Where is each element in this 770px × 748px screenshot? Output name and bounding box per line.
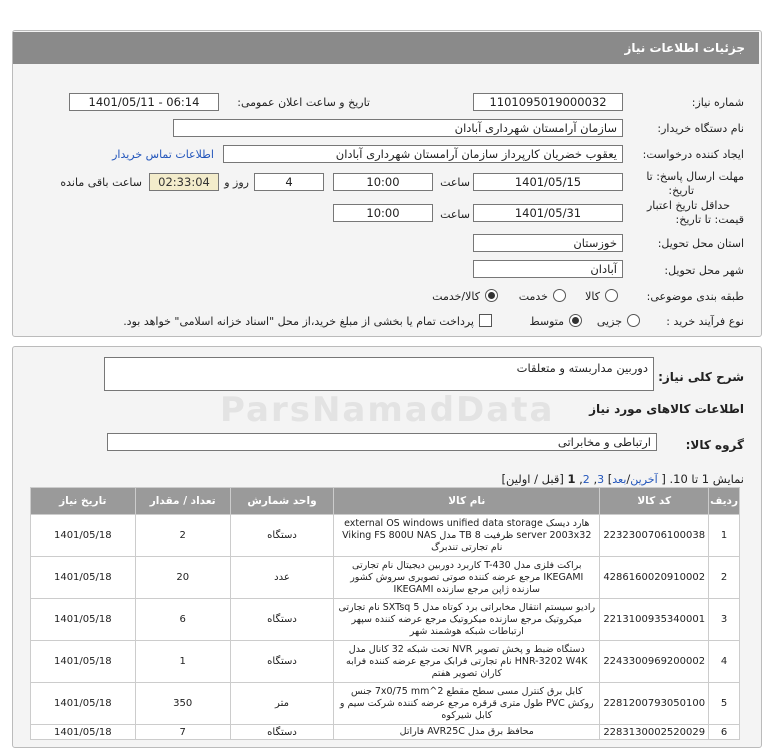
- unit-cell: متر: [230, 683, 333, 725]
- city-field: آبادان: [473, 260, 623, 278]
- need-date-cell: 1401/05/18: [31, 725, 136, 740]
- province-label: استان محل تحویل:: [657, 237, 744, 250]
- days-field: 4: [254, 173, 324, 191]
- goods-code-cell: 2243300969200002: [600, 641, 709, 683]
- unit-cell: دستگاه: [230, 725, 333, 740]
- need-date-cell: 1401/05/18: [31, 515, 136, 557]
- goods-group-label: گروه کالا:: [685, 438, 744, 452]
- table-row: [31, 599, 740, 641]
- validity-label: حداقل تاریخ اعتبار: [646, 199, 730, 212]
- unit-cell: عدد: [230, 557, 333, 599]
- buyer-label: نام دستگاه خریدار:: [657, 122, 744, 135]
- need-date-cell: 1401/05/18: [31, 641, 136, 683]
- table-row: [31, 725, 740, 740]
- validity-label-2: قیمت: تا تاریخ:: [675, 213, 744, 226]
- goods-name-cell: کابل برق کنترل مسی سطح مقطع 2^7x0/75 mm جنس روکش PVC طول متری قرقره مرجع عرضه کننده شرکت سیم و کابل شیرکوه: [334, 683, 600, 725]
- pagination-page-2[interactable]: 2: [582, 473, 590, 486]
- category-service-radio[interactable]: [553, 289, 566, 302]
- col-unit: واحد شمارش: [230, 488, 333, 515]
- goods-name-cell: هارد دیسک external OS windows unified data storage server 2003x32 ظرفیت 8 TB مدل Viking FS 800U NAS نام تجارتی تندبرگ: [334, 515, 600, 557]
- buyer-field: سازمان آرامستان شهرداری آبادان: [173, 119, 623, 137]
- col-need-date: تاریخ نیاز: [31, 488, 136, 515]
- summary-label: شرح کلی نیاز:: [658, 370, 744, 384]
- need-number-label: شماره نیاز:: [691, 96, 744, 109]
- goods-group-field: ارتباطی و مخابراتی: [107, 433, 657, 451]
- deadline-date-field: 1401/05/15: [473, 173, 623, 191]
- row-number-cell: 1: [709, 515, 740, 557]
- table-row: [31, 683, 740, 725]
- goods-name-cell: رادیو سیستم انتقال مخابراتی برد کوتاه مدل SXTsq 5 نام تجارتی میکروتیک مرجع سازنده میکروتیک مرجع عرضه کننده سپهر ارتباطات شبکه هوشمند شهر: [334, 599, 600, 641]
- process-partial-label: جزیی: [596, 315, 622, 328]
- announce-label: تاریخ و ساعت اعلان عمومی:: [237, 96, 370, 109]
- col-quantity: تعداد / مقدار: [135, 488, 230, 515]
- goods-name-cell: براکت فلزی مدل T-430 کاربرد دوربین دیجیتال نام تجارتی IKEGAMI مرجع عرضه کننده صوتی تصویری سروش کشور سازنده ژاپن مرجع سازنده IKEGAMI: [334, 557, 600, 599]
- goods-code-cell: 2232300706100038: [600, 515, 709, 557]
- need-date-cell: 1401/05/18: [31, 599, 136, 641]
- category-service-label: خدمت: [518, 290, 548, 303]
- table-row: [31, 557, 740, 599]
- unit-cell: دستگاه: [230, 641, 333, 683]
- pagination-last-link[interactable]: آخرین: [630, 473, 658, 486]
- category-label: طبقه بندی موضوعی:: [646, 290, 744, 303]
- goods-code-cell: 2213100935340001: [600, 599, 709, 641]
- deadline-label-2: تاریخ:: [668, 184, 694, 197]
- goods-table: [30, 487, 740, 740]
- city-label: شهر محل تحویل:: [664, 264, 744, 277]
- summary-field: دوربین مداربسته و متعلقات: [104, 357, 654, 391]
- category-goods-radio[interactable]: [605, 289, 618, 302]
- deadline-time-label: ساعت: [440, 176, 470, 189]
- pagination-page-3[interactable]: 3: [597, 473, 605, 486]
- creator-field: یعقوب خضریان کارپرداز سازمان آرامستان شهرداری آبادان: [223, 145, 623, 163]
- unit-cell: دستگاه: [230, 599, 333, 641]
- goods-code-cell: 4286160020910002: [600, 557, 709, 599]
- goods-code-cell: 2281200793050100: [600, 683, 709, 725]
- process-partial-radio[interactable]: [627, 314, 640, 327]
- goods-code-cell: 2283130002520029: [600, 725, 709, 740]
- process-label: نوع فرآیند خرید :: [666, 315, 744, 328]
- process-medium-label: متوسط: [529, 315, 564, 328]
- quantity-cell: 1: [135, 641, 230, 683]
- quantity-cell: 20: [135, 557, 230, 599]
- goods-name-cell: محافظ برق مدل AVR25C فاراتل: [334, 725, 600, 740]
- row-number-cell: 4: [709, 641, 740, 683]
- need-date-cell: 1401/05/18: [31, 683, 136, 725]
- validity-time-label: ساعت: [440, 208, 470, 221]
- announce-field: 1401/05/11 - 06:14: [69, 93, 219, 111]
- page-title: جزئیات اطلاعات نیاز: [13, 32, 759, 64]
- remaining-label: ساعت باقی مانده: [60, 176, 142, 189]
- row-number-cell: 2: [709, 557, 740, 599]
- col-row-number: ردیف: [709, 488, 740, 515]
- need-number-field: 1101095019000032: [473, 93, 623, 111]
- col-goods-name: نام کالا: [334, 488, 600, 515]
- unit-cell: دستگاه: [230, 515, 333, 557]
- province-field: خوزستان: [473, 234, 623, 252]
- table-row: [31, 515, 740, 557]
- deadline-time-field: 10:00: [333, 173, 433, 191]
- days-label: روز و: [224, 176, 249, 189]
- goods-name-cell: دستگاه ضبط و پخش تصویر NVR تحت شبکه 32 کانال مدل HNR-3202 W4K نام تجارتی فرابک مرجع عرضه کننده فرابه کاران تصویر هفتم: [334, 641, 600, 683]
- table-header-row: [31, 488, 740, 515]
- quantity-cell: 2: [135, 515, 230, 557]
- remaining-time-field: 02:33:04: [149, 173, 219, 191]
- treasury-payment-note: پرداخت تمام یا بخشی از مبلغ خرید،از محل "اسناد خزانه اسلامی" خواهد بود.: [123, 315, 474, 328]
- row-number-cell: 5: [709, 683, 740, 725]
- category-goods-label: کالا: [585, 290, 600, 303]
- row-number-cell: 6: [709, 725, 740, 740]
- table-row: [31, 641, 740, 683]
- pagination: نمایش 1 تا 10. [ آخرین/بعد] 3, 2, 1 [قبل / اولین]: [501, 472, 744, 486]
- goods-info-title: اطلاعات کالاهای مورد نیاز: [589, 402, 744, 416]
- validity-time-field: 10:00: [333, 204, 433, 222]
- pagination-prev-first: [قبل / اولین]: [501, 472, 564, 486]
- validity-date-field: 1401/05/31: [473, 204, 623, 222]
- pagination-next-link[interactable]: بعد: [612, 473, 627, 486]
- contact-buyer-link[interactable]: اطلاعات تماس خریدار: [112, 148, 214, 161]
- row-number-cell: 3: [709, 599, 740, 641]
- pagination-current-page: 1: [567, 472, 576, 486]
- need-date-cell: 1401/05/18: [31, 557, 136, 599]
- category-goods-service-radio[interactable]: [485, 289, 498, 302]
- pagination-summary: نمایش 1 تا 10.: [669, 472, 744, 486]
- quantity-cell: 6: [135, 599, 230, 641]
- deadline-label: مهلت ارسال پاسخ: تا: [646, 170, 744, 183]
- process-medium-radio[interactable]: [569, 314, 582, 327]
- col-goods-code: کد کالا: [600, 488, 709, 515]
- creator-label: ایجاد کننده درخواست:: [642, 148, 744, 161]
- category-goods-service-label: کالا/خدمت: [432, 290, 480, 303]
- treasury-payment-checkbox[interactable]: [479, 314, 492, 327]
- quantity-cell: 350: [135, 683, 230, 725]
- quantity-cell: 7: [135, 725, 230, 740]
